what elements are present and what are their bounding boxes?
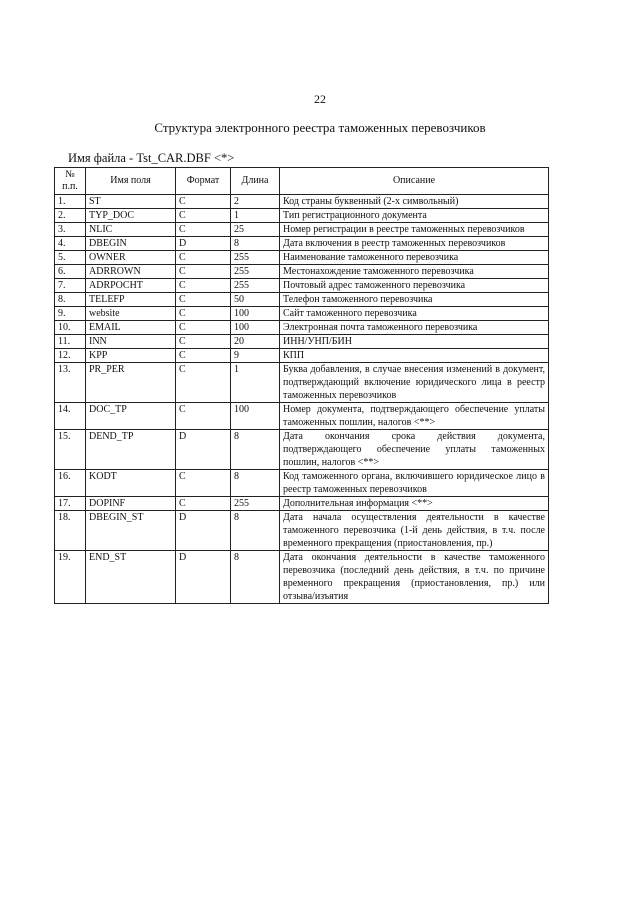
field-description: Код страны буквенный (2-х символьный) <box>280 195 549 209</box>
table-body <box>55 195 549 604</box>
row-number: 12. <box>55 349 86 363</box>
table-header-row <box>55 168 549 195</box>
field-description: Наименование таможенного перевозчика <box>280 251 549 265</box>
field-length: 2 <box>231 195 280 209</box>
field-description: Дата окончания срока действия документа, подтверждающего обеспечение уплаты таможенных пошлин, налогов <**> <box>280 430 549 470</box>
field-length: 9 <box>231 349 280 363</box>
table-row <box>55 430 549 470</box>
header-format: Формат <box>176 168 231 195</box>
field-description: Почтовый адрес таможенного перевозчика <box>280 279 549 293</box>
table-row <box>55 209 549 223</box>
field-name: EMAIL <box>86 321 176 335</box>
table-row <box>55 307 549 321</box>
row-number: 17. <box>55 497 86 511</box>
row-number: 19. <box>55 551 86 604</box>
row-number: 14. <box>55 403 86 430</box>
field-description: Номер регистрации в реестре таможенных перевозчиков <box>280 223 549 237</box>
field-length: 8 <box>231 237 280 251</box>
header-number: № п.п. <box>55 168 86 195</box>
field-name: DOC_TP <box>86 403 176 430</box>
field-length: 1 <box>231 209 280 223</box>
table-row <box>55 293 549 307</box>
field-name: TELEFP <box>86 293 176 307</box>
field-format: D <box>176 237 231 251</box>
field-format: C <box>176 307 231 321</box>
field-description: Дополнительная информация <**> <box>280 497 549 511</box>
field-format: C <box>176 251 231 265</box>
field-name: DEND_TP <box>86 430 176 470</box>
table-row <box>55 363 549 403</box>
row-number: 15. <box>55 430 86 470</box>
header-length: Длина <box>231 168 280 195</box>
field-length: 8 <box>231 430 280 470</box>
field-length: 100 <box>231 321 280 335</box>
field-name: website <box>86 307 176 321</box>
field-format: C <box>176 335 231 349</box>
page-number: 22 <box>314 92 326 106</box>
row-number: 1. <box>55 195 86 209</box>
row-number: 9. <box>55 307 86 321</box>
field-name: ADRROWN <box>86 265 176 279</box>
table-row <box>55 321 549 335</box>
table-row <box>55 470 549 497</box>
row-number: 6. <box>55 265 86 279</box>
field-description: Местонахождение таможенного перевозчика <box>280 265 549 279</box>
field-length: 100 <box>231 403 280 430</box>
field-length: 1 <box>231 363 280 403</box>
table-row <box>55 403 549 430</box>
field-format: D <box>176 551 231 604</box>
field-name: DBEGIN_ST <box>86 511 176 551</box>
table-row <box>55 237 549 251</box>
field-description: Буква добавления, в случае внесения изменений в документ, подтверждающий включение юридического лица в реестр таможенных перевозчиков <box>280 363 549 403</box>
field-name: INN <box>86 335 176 349</box>
field-format: D <box>176 511 231 551</box>
field-description: Дата окончания деятельности в качестве таможенного перевозчика (последний день действия, в т.ч. по причине временного прекращения (приостановления, пр.) или отзыва/изъятия <box>280 551 549 604</box>
field-format: C <box>176 403 231 430</box>
field-description: Тип регистрационного документа <box>280 209 549 223</box>
field-name: KODT <box>86 470 176 497</box>
field-format: C <box>176 363 231 403</box>
field-name: DOPINF <box>86 497 176 511</box>
field-format: C <box>176 265 231 279</box>
table-row <box>55 335 549 349</box>
table-row <box>55 223 549 237</box>
field-length: 20 <box>231 335 280 349</box>
field-length: 255 <box>231 279 280 293</box>
document-title: Структура электронного реестра таможенных перевозчиков <box>154 120 486 135</box>
table-row <box>55 265 549 279</box>
file-name-label: Имя файла - Tst_CAR.DBF <*> <box>68 151 235 165</box>
field-description: Телефон таможенного перевозчика <box>280 293 549 307</box>
field-length: 100 <box>231 307 280 321</box>
field-name: TYP_DOC <box>86 209 176 223</box>
table-row <box>55 497 549 511</box>
row-number: 8. <box>55 293 86 307</box>
field-description: Номер документа, подтверждающего обеспечение уплаты таможенных пошлин, налогов <**> <box>280 403 549 430</box>
field-name: END_ST <box>86 551 176 604</box>
row-number: 13. <box>55 363 86 403</box>
header-description: Описание <box>280 168 549 195</box>
row-number: 7. <box>55 279 86 293</box>
row-number: 10. <box>55 321 86 335</box>
row-number: 18. <box>55 511 86 551</box>
table-row <box>55 349 549 363</box>
field-description: ИНН/УНП/БИН <box>280 335 549 349</box>
row-number: 16. <box>55 470 86 497</box>
field-name: OWNER <box>86 251 176 265</box>
field-length: 50 <box>231 293 280 307</box>
field-description: Код таможенного органа, включившего юридическое лицо в реестр таможенных перевозчиков <box>280 470 549 497</box>
header-field-name: Имя поля <box>86 168 176 195</box>
field-name: NLIC <box>86 223 176 237</box>
field-length: 8 <box>231 511 280 551</box>
field-name: ST <box>86 195 176 209</box>
field-name: KPP <box>86 349 176 363</box>
field-format: D <box>176 430 231 470</box>
field-format: C <box>176 209 231 223</box>
row-number: 11. <box>55 335 86 349</box>
field-length: 8 <box>231 470 280 497</box>
row-number: 3. <box>55 223 86 237</box>
table-row <box>55 279 549 293</box>
field-description: Дата начала осуществления деятельности в качестве таможенного перевозчика (1-й день действия, в т.ч. после временного прекращения (приостановления, пр.) <box>280 511 549 551</box>
field-format: C <box>176 349 231 363</box>
field-format: C <box>176 223 231 237</box>
field-length: 255 <box>231 265 280 279</box>
table-row <box>55 551 549 604</box>
field-name: PR_PER <box>86 363 176 403</box>
table-row <box>55 511 549 551</box>
field-format: C <box>176 195 231 209</box>
field-length: 255 <box>231 497 280 511</box>
row-number: 5. <box>55 251 86 265</box>
table-row <box>55 195 549 209</box>
registry-structure-table <box>54 167 549 604</box>
field-length: 255 <box>231 251 280 265</box>
field-description: Электронная почта таможенного перевозчика <box>280 321 549 335</box>
table-row <box>55 251 549 265</box>
field-name: ADRPOCHT <box>86 279 176 293</box>
field-format: C <box>176 321 231 335</box>
field-format: C <box>176 279 231 293</box>
field-name: DBEGIN <box>86 237 176 251</box>
row-number: 4. <box>55 237 86 251</box>
field-length: 25 <box>231 223 280 237</box>
field-description: КПП <box>280 349 549 363</box>
field-length: 8 <box>231 551 280 604</box>
field-description: Дата включения в реестр таможенных перевозчиков <box>280 237 549 251</box>
field-description: Сайт таможенного перевозчика <box>280 307 549 321</box>
field-format: C <box>176 293 231 307</box>
field-format: C <box>176 470 231 497</box>
row-number: 2. <box>55 209 86 223</box>
field-format: C <box>176 497 231 511</box>
